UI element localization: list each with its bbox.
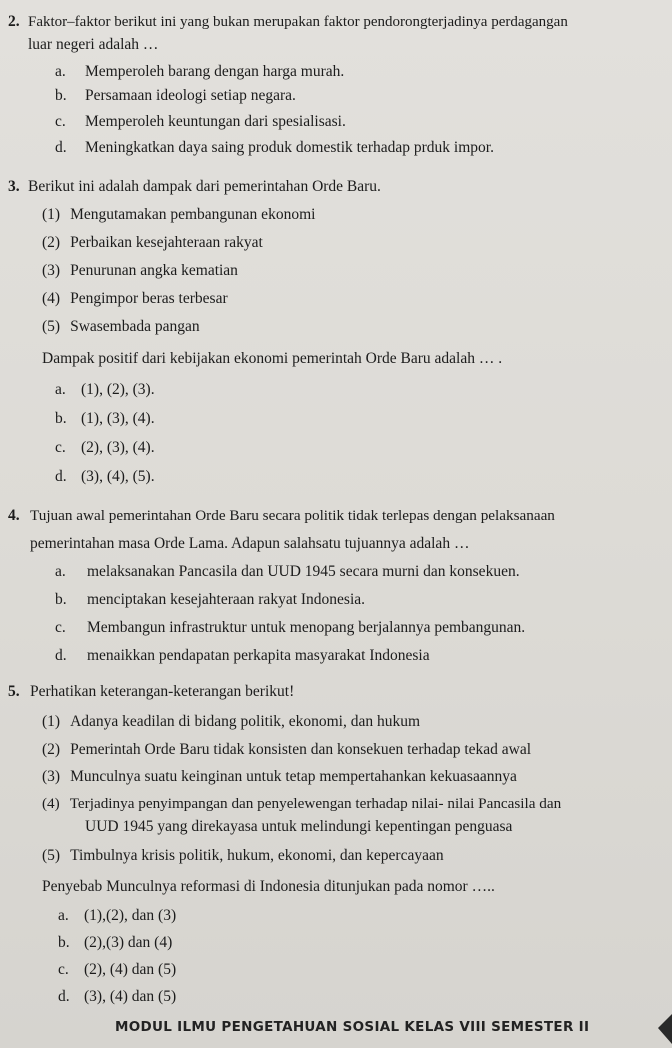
statement-label: (3)	[42, 262, 61, 279]
question-number: 2.	[8, 13, 20, 30]
option-text: menciptakan kesejahteraan rakyat Indonesia.	[87, 591, 366, 608]
option-d	[55, 139, 494, 157]
statement-4-continued: UUD 1945 yang direkayasa untuk melindungi kepentingan penguasa	[85, 818, 513, 835]
option-text: Memperoleh keuntungan dari spesialisasi.	[85, 113, 346, 130]
option-text: (2),(3) dan (4)	[84, 934, 173, 951]
option-b	[55, 410, 155, 428]
statement-text: Pengimpor beras terbesar	[70, 290, 228, 307]
option-b	[58, 934, 172, 952]
option-text: (1), (3), (4).	[81, 410, 155, 427]
statement-text: Munculnya suatu keinginan untuk tetap mempertahankan kekuasaannya	[70, 768, 517, 785]
question-number: 5.	[8, 683, 20, 700]
option-b	[55, 87, 296, 105]
statement-text: Mengutamakan pembangunan ekonomi	[70, 206, 316, 223]
option-d	[55, 468, 155, 486]
page-corner-decoration	[656, 1010, 672, 1048]
option-letter: c.	[55, 113, 66, 130]
footer-title: MODUL ILMU PENGETAHUAN SOSIAL KELAS VIII SEMESTER II	[115, 1019, 590, 1035]
statement-label: (1)	[42, 206, 61, 223]
option-d	[55, 647, 430, 665]
option-letter: d.	[55, 647, 67, 664]
question-stem-line: pemerintahan masa Orde Lama. Adapun salahsatu tujuannya adalah …	[30, 535, 470, 552]
option-letter: d.	[55, 139, 67, 156]
question-stem-line: Berikut ini adalah dampak dari pemerintahan Orde Baru.	[28, 178, 381, 195]
option-text: (1), (2), (3).	[81, 381, 155, 398]
statement-text: Timbulnya krisis politik, hukum, ekonomi, dan kepercayaan	[70, 847, 444, 864]
statement-1	[42, 713, 420, 731]
question-prompt: Dampak positif dari kebijakan ekonomi pemerintah Orde Baru adalah … .	[42, 350, 503, 367]
option-c	[55, 439, 155, 457]
option-text: melaksanakan Pancasila dan UUD 1945 secara murni dan konsekuen.	[87, 563, 520, 580]
statement-label: (2)	[42, 741, 61, 758]
option-c	[55, 113, 346, 131]
statement-text: Penurunan angka kematian	[70, 262, 238, 279]
option-text: (2), (4) dan (5)	[84, 961, 177, 978]
statement-text: Terjadinya penyimpangan dan penyelewengan terhadap nilai- nilai Pancasila dan	[69, 795, 562, 812]
option-c	[55, 619, 525, 637]
option-d	[58, 988, 176, 1006]
option-text: (1),(2), dan (3)	[84, 907, 177, 924]
option-letter: a.	[55, 563, 66, 580]
option-b	[55, 591, 365, 609]
statement-text: Pemerintah Orde Baru tidak konsisten dan konsekuen terhadap tekad awal	[70, 741, 532, 758]
option-text: (3), (4) dan (5)	[84, 988, 177, 1005]
option-letter: c.	[58, 961, 69, 978]
statement-2	[42, 234, 263, 252]
statement-label: (3)	[42, 768, 61, 785]
option-letter: a.	[55, 381, 66, 398]
statement-label: (4)	[42, 290, 61, 307]
question-stem-line: luar negeri adalah …	[28, 36, 159, 53]
statement-label: (5)	[42, 318, 61, 335]
statement-3	[42, 768, 517, 786]
statement-5	[42, 847, 444, 865]
option-letter: a.	[55, 63, 66, 80]
statement-text: Adanya keadilan di bidang politik, ekonomi, dan hukum	[70, 713, 421, 730]
option-a	[55, 381, 155, 399]
statement-5	[42, 318, 200, 336]
option-letter: d.	[58, 988, 70, 1005]
question-prompt: Penyebab Munculnya reformasi di Indonesia ditunjukan pada nomor …..	[42, 878, 495, 895]
statement-4	[42, 795, 561, 813]
statement-text: Perbaikan kesejahteraan rakyat	[70, 234, 263, 251]
statement-label: (1)	[42, 713, 61, 730]
statement-label: (4)	[42, 795, 60, 812]
option-text: Membangun infrastruktur untuk menopang berjalannya pembangunan.	[87, 619, 526, 636]
statement-label: (5)	[42, 847, 61, 864]
option-letter: c.	[55, 619, 66, 636]
option-letter: d.	[55, 468, 67, 485]
option-letter: b.	[55, 591, 67, 608]
question-number: 3.	[8, 178, 20, 195]
option-letter: b.	[55, 87, 67, 104]
statement-1	[42, 206, 315, 224]
option-letter: a.	[58, 907, 69, 924]
option-text: Persamaan ideologi setiap negara.	[85, 87, 296, 104]
option-text: (2), (3), (4).	[81, 439, 155, 456]
question-stem-line: Tujuan awal pemerintahan Orde Baru secara politik tidak terlepas dengan pelaksanaan	[30, 507, 555, 524]
option-a	[55, 563, 520, 581]
option-a	[55, 63, 344, 81]
statement-4	[42, 290, 228, 308]
option-text: (3), (4), (5).	[81, 468, 155, 485]
option-c	[58, 961, 176, 979]
question-stem-line: Perhatikan keterangan-keterangan berikut!	[30, 683, 295, 700]
option-a	[58, 907, 176, 925]
statement-text: Swasembada pangan	[70, 318, 200, 335]
option-text: Meningkatkan daya saing produk domestik terhadap prduk impor.	[85, 139, 494, 156]
statement-3	[42, 262, 238, 280]
option-text: menaikkan pendapatan perkapita masyarakat Indonesia	[87, 647, 430, 664]
option-letter: b.	[55, 410, 67, 427]
question-stem-line: Faktor–faktor berikut ini yang bukan merupakan faktor pendorongterjadinya perdagangan	[28, 14, 568, 30]
statement-2	[42, 741, 531, 759]
option-letter: b.	[58, 934, 70, 951]
option-letter: c.	[55, 439, 66, 456]
question-number: 4.	[8, 507, 20, 524]
statement-label: (2)	[42, 234, 61, 251]
option-text: Memperoleh barang dengan harga murah.	[85, 63, 345, 80]
